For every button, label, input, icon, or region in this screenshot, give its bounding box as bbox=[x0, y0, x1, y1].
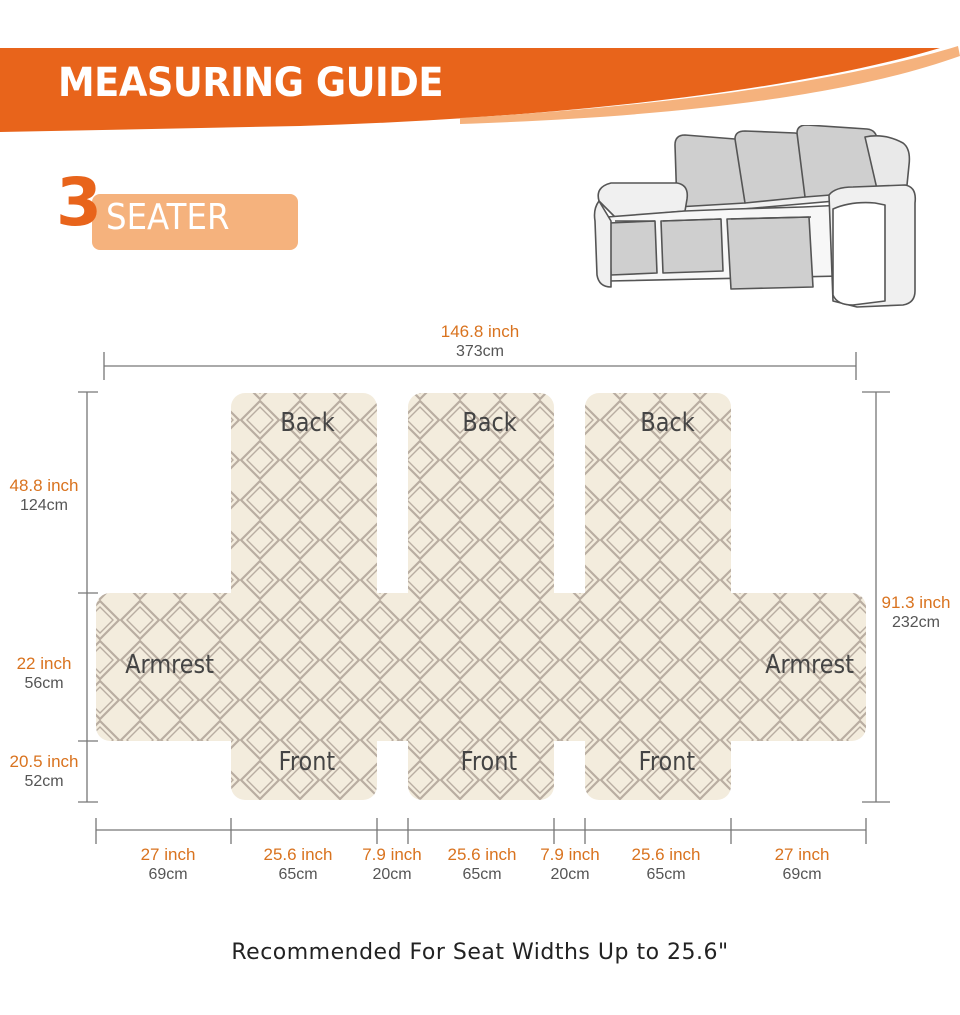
bottom-dimension-seat-3: 25.6 inch 65cm bbox=[631, 845, 701, 884]
back-label-left: Back bbox=[280, 408, 335, 438]
page-title: MEASURING GUIDE bbox=[58, 60, 444, 106]
bottom-dimension-armrest-left: 27 inch 69cm bbox=[140, 845, 196, 884]
back-label-right: Back bbox=[640, 408, 695, 438]
bottom-dimension-seat-2: 25.6 inch 65cm bbox=[447, 845, 517, 884]
bottom-dimension-gap-2: 7.9 inch 20cm bbox=[540, 845, 600, 884]
back-height-dimension: 48.8 inch 124cm bbox=[9, 476, 79, 515]
seater-count: 3 bbox=[56, 164, 102, 241]
bottom-dimension-seat-1: 25.6 inch 65cm bbox=[263, 845, 333, 884]
front-label-left: Front bbox=[278, 747, 336, 777]
front-label-right: Front bbox=[638, 747, 696, 777]
armrest-label-right: Armrest bbox=[765, 650, 854, 680]
seater-label: SEATER bbox=[106, 197, 230, 238]
bottom-dimension-gap-1: 7.9 inch 20cm bbox=[362, 845, 422, 884]
front-label-middle: Front bbox=[460, 747, 518, 777]
total-width-dimension: 146.8 inch 373cm bbox=[440, 322, 520, 361]
back-label-middle: Back bbox=[462, 408, 517, 438]
seat-depth-dimension: 22 inch 56cm bbox=[16, 654, 72, 693]
seat-width-note: Recommended For Seat Widths Up to 25.6" bbox=[231, 940, 729, 965]
front-height-dimension: 20.5 inch 52cm bbox=[9, 752, 79, 791]
total-height-dimension: 91.3 inch 232cm bbox=[881, 593, 951, 632]
armrest-label-left: Armrest bbox=[125, 650, 214, 680]
bottom-dimension-armrest-right: 27 inch 69cm bbox=[774, 845, 830, 884]
